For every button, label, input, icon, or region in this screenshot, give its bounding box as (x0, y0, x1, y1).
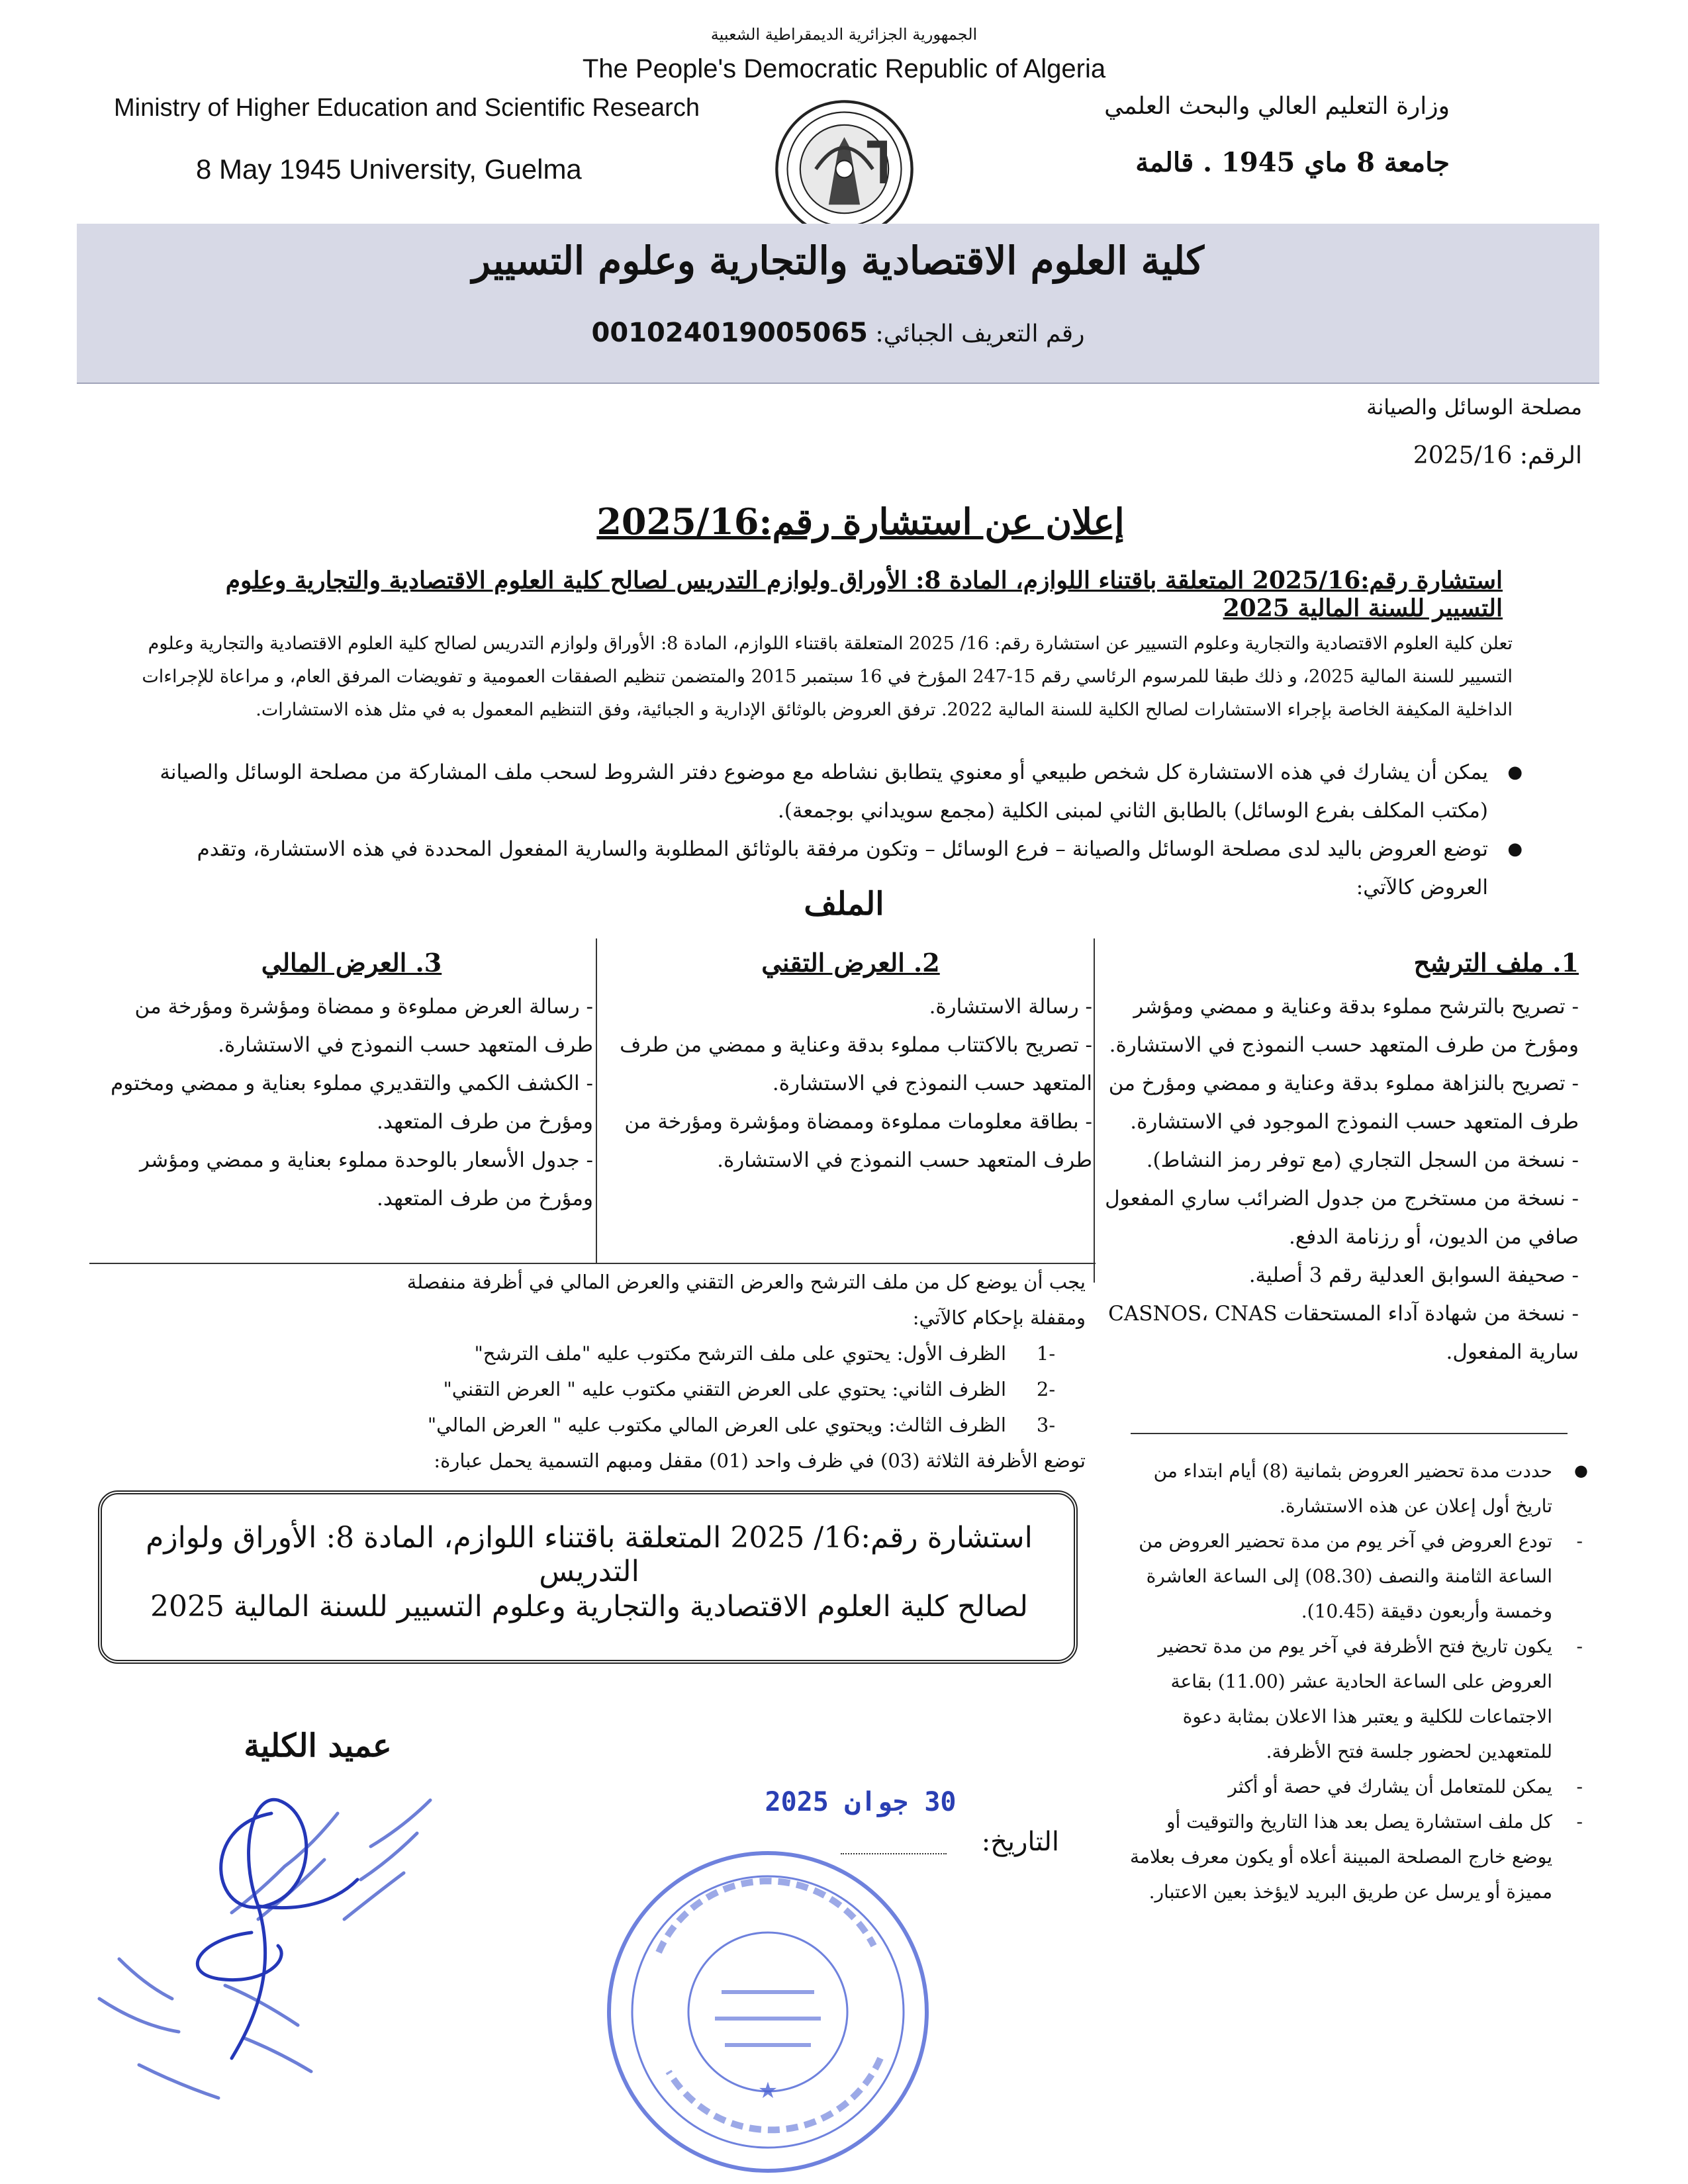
financial-offer-item: - جدول الأسعار بالوحدة مملوء بعناية و ممضي ومؤشر ومؤرخ من طرف المتعهد. (140, 1148, 593, 1210)
financial-offer-item: - الكشف الكمي والتقديري مملوء بعناية و ممضي ومختوم ومؤرخ من طرف المتعهد. (111, 1071, 593, 1134)
university-logo (773, 98, 915, 240)
university-english: 8 May 1945 University, Guelma (196, 154, 582, 185)
ministry-arabic: وزارة التعليم العالي والبحث العلمي (1104, 93, 1450, 120)
university-arabic: جامعة 8 ماي 1945 . قالمة (1135, 147, 1450, 178)
dean-title: عميد الكلية (244, 1727, 392, 1764)
candidacy-item: - نسخة من السجل التجاري (مع توفر رمز النشاط). (1146, 1148, 1579, 1172)
candidacy-item: - صحيفة السوابق العدلية رقم 3 أصلية. (1248, 1263, 1579, 1287)
fiscal-id (77, 318, 1599, 348)
financial-offer-item: - رسالة العرض مملوءة و ممضاة ومؤشرة ومؤرخة من طرف المتعهد حسب النموذج في الاستشارة. (134, 995, 593, 1057)
candidacy-item: - نسخة من مستخرج من جدول الضرائب ساري المفعول صافي من الديون، أو رزنامة الدفع. (1105, 1187, 1579, 1249)
envelope-item: -2 الظرف الثاني: يحتوي على العرض التقني مكتوب عليه " العرض التقني" (443, 1378, 1056, 1400)
condition-item: - يمكن للمتعامل أن يشارك في حصة أو أكثر (1125, 1769, 1592, 1804)
technical-offer-item: - رسالة الاستشارة. (929, 995, 1092, 1019)
envelope-outro: توضع الأظرفة الثلاثة (03) في ظرف واحد (01) مقفل ومبهم التسمية يحمل عبارة: (434, 1449, 1086, 1472)
candidacy-item: - تصريح بالنزاهة مملوء بدقة وعناية و ممضي ومؤرخ من طرف المتعهد حسب النموذج الموجود في الاستشارة. (1108, 1071, 1579, 1134)
financial-offer-column (110, 944, 593, 1218)
fiscal-id-label: رقم التعريف الجبائي: (875, 320, 1085, 347)
announcement-intro: تعلن كلية العلوم الاقتصادية والتجارية وعلوم التسيير عن استشارة رقم: 16/ 2025 المتعلقة باقتناء اللوازم، المادة 8: الأوراق ولوازم التدريس لصالح كلية العلوم الاقتصادية والتجارية وعلوم التسيير للسنة المالية 2025، و ذلك طبقا للمرسوم الرئاسي رقم 15-247 المؤرخ في 16 سبتمبر 2015 والمتضمن تنظيم الصفقات العمومية و تفويضات المرفق العام، و مراعاة للإجراءات الداخلية المكيفة الخاصة بإجراء الاستشارات لصالح الكلية للسنة المالية 2022. ترفق العروض بالوثائق الإدارية و الجبائية، وفق التنظيم المعمول به في مثل هذه الاستشارات. (142, 633, 1513, 720)
condition-item: ● حددت مدة تحضير العروض بثمانية (8) أيام ابتداء من تاريخ أول إعلان عن هذه الاستشارة. (1125, 1453, 1592, 1524)
official-seal (596, 1840, 940, 2184)
fiscal-id-number: 001024019005065 (591, 318, 868, 348)
announcement-subject: استشارة رقم:2025/16 المتعلقة باقتناء اللوازم، المادة 8: الأوراق ولوازم التدريس لصالح كلية العلوم الاقتصادية والتجارية وعلوم التسيير للسنة المالية 2025 (225, 567, 1503, 622)
envelope-label-line: استشارة رقم:16/ 2025 المتعلقة باقتناء اللوازم، المادة 8: الأوراق ولوازم التدريس (146, 1521, 1033, 1588)
republic-arabic: الجمهورية الجزائرية الديمقراطية الشعبية (710, 25, 978, 44)
condition-item: - يكون تاريخ فتح الأظرفة في آخر يوم من مدة تحضير العروض على الساعة الحادية عشر (11.00) بقاعة الاجتماعات للكلية و يعتبر هذا الاعلان بمثابة دعوة للمتعهدين لحضور جلسة فتح الأظرفة. (1125, 1629, 1592, 1769)
candidacy-item: - نسخة من شهادة آداء المستحقات CASNOS، CNAS سارية المفعول. (1108, 1302, 1579, 1364)
submission-conditions (1125, 1453, 1592, 1909)
technical-offer-item: - تصريح بالاكتتاب مملوء بدقة وعناية و ممضي من طرف المتعهد حسب النموذج في الاستشارة. (620, 1033, 1092, 1095)
section-divider (1131, 1433, 1568, 1434)
financial-offer-title: 3. العرض المالي (261, 948, 442, 978)
candidacy-item: - تصريح بالترشح مملوء بدقة وعناية و ممضي ومؤشر ومؤرخ من طرف المتعهد حسب النموذج في الاستشارة. (1109, 995, 1579, 1057)
bullet-item: ● يمكن أن يشارك في هذه الاستشارة كل شخص طبيعي أو معنوي يتطابق نشاطه مع موضوع دفتر الشروط لسحب ملف المشاركة من مصلحة الوسائل والصيانة (مكتب المكلف بفرع الوسائل) بالطابق الثاني لمبنى الكلية (مجمع سويداني بوجمعة). (126, 753, 1523, 830)
envelope-rules (397, 1264, 1086, 1479)
file-heading: الملف (804, 886, 884, 923)
candidacy-column (1099, 944, 1579, 1371)
column-divider (596, 938, 597, 1263)
dean-signature (119, 1774, 530, 2085)
technical-offer-title: 2. العرض التقني (761, 948, 940, 978)
technical-offer-item: - بطاقة معلومات مملوءة وممضاة ومؤشرة ومؤرخة من طرف المتعهد حسب النموذج في الاستشارة. (624, 1110, 1092, 1172)
bullet-item: ● توضع العروض باليد لدى مصلحة الوسائل والصيانة – فرع الوسائل – وتكون مرفقة بالوثائق المطلوبة والسارية المفعول المحددة في هذه الاستشارة، وتقدم العروض كالآتي: (126, 830, 1523, 907)
svg-text:★: ★ (757, 2077, 778, 2104)
faculty-name: كلية العلوم الاقتصادية والتجارية وعلوم التسيير (471, 238, 1205, 283)
announcement-title: إعلان عن استشارة رقم:2025/16 (596, 500, 1125, 543)
condition-item: - تودع العروض في آخر يوم من مدة تحضير العروض من الساعة الثامنة والنصف (08.30) إلى الساعة العاشرة وخمسة وأربعون دقيقة (10.45). (1125, 1524, 1592, 1629)
date-label: التاريخ: (981, 1827, 1059, 1857)
participation-bullets (126, 753, 1523, 907)
candidacy-title: 1. ملف الترشح (1413, 948, 1579, 978)
column-divider (1094, 938, 1095, 1283)
envelope-label-line: لصالح كلية العلوم الاقتصادية والتجارية وعلوم التسيير للسنة المالية 2025 (150, 1590, 1028, 1623)
ministry-english: Ministry of Higher Education and Scientific Research (114, 94, 700, 122)
republic-english: The People's Democratic Republic of Algeria (582, 54, 1106, 83)
date-stamp: 30 جوان 2025 (765, 1787, 957, 1817)
reference-number: الرقم: 2025/16 (1413, 442, 1582, 469)
envelope-item: -1 الظرف الأول: يحتوي على ملف الترشح مكتوب عليه "ملف الترشح" (474, 1342, 1056, 1365)
envelope-item: -3 الظرف الثالث: ويحتوي على العرض المالي مكتوب عليه " العرض المالي" (427, 1414, 1056, 1436)
envelope-intro: يجب أن يوضع كل من ملف الترشح والعرض التقني والعرض المالي في أظرفة منفصلة ومقفلة بإحكام كالآتي: (406, 1271, 1086, 1329)
technical-offer-column (609, 944, 1092, 1179)
condition-item: - كل ملف استشارة يصل بعد هذا التاريخ والتوقيت أو يوضع خارج المصلحة المبينة أعلاه أو يكون معرف بعلامة مميزة أو يرسل عن طريق البريد لايؤخذ بعين الاعتبار. (1125, 1804, 1592, 1909)
service-name: مصلحة الوسائل والصيانة (1366, 394, 1582, 420)
